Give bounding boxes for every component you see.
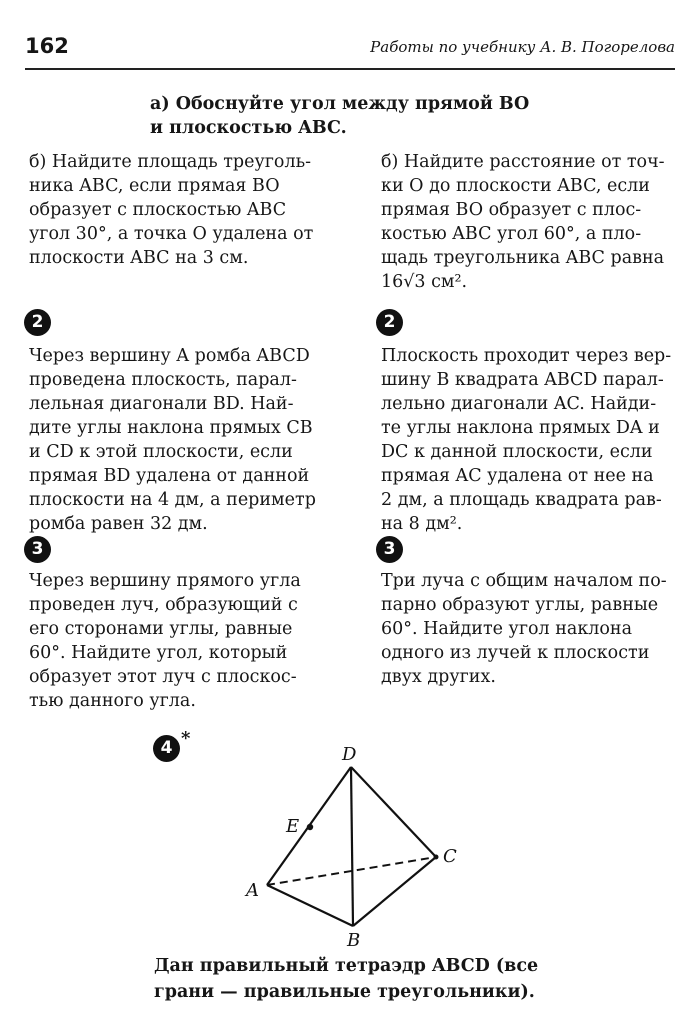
text-line: 16√3 см². (381, 272, 468, 292)
task-number-2-left: 2 (24, 309, 51, 336)
text-line: парно образуют углы, равные (381, 595, 659, 615)
page-number: 162 (25, 34, 69, 58)
edge-bc (353, 857, 436, 926)
running-title: Работы по учебнику А. В. Погорелова (370, 38, 675, 56)
text-line: а) Обоснуйте угол между прямой BO (150, 94, 530, 114)
star-mark: * (181, 728, 191, 749)
text-line: Через вершину прямого угла (29, 571, 301, 591)
text-line: угол 30°, а точка O удалена от (29, 224, 314, 244)
text-line: 2 дм, а площадь квадрата рав- (381, 490, 662, 510)
text-line: б) Найдите расстояние от точ- (381, 152, 665, 172)
text-line: прямая BD удалена от данной (29, 466, 310, 486)
text-line: грани — правильные треугольники). (154, 982, 535, 1002)
text-line: дите углы наклона прямых CB (29, 418, 313, 438)
text-line: прямая BO образует с плос- (381, 200, 642, 220)
label-c: C (443, 846, 457, 867)
edge-dc (351, 767, 436, 857)
text-line: двух других. (381, 667, 496, 687)
text-line: Плоскость проходит через вер- (381, 346, 672, 366)
task-number-3-right: 3 (376, 536, 403, 563)
text-line: шину B квадрата ABCD парал- (381, 370, 664, 390)
label-b: B (347, 930, 361, 951)
task-number-4: 4 (153, 735, 180, 762)
text-line: ромба равен 32 дм. (29, 514, 208, 534)
edge-db (351, 767, 353, 926)
text-line: на 8 дм². (381, 514, 463, 534)
text-line: образует с плоскостью ABC (29, 200, 287, 220)
text-line: его сторонами углы, равные (29, 619, 293, 639)
task-number-3-left: 3 (24, 536, 51, 563)
text-line: плоскости ABC на 3 см. (29, 248, 249, 268)
point-e (307, 824, 313, 830)
text-line: щадь треугольника ABC равна (381, 248, 665, 268)
text-line: б) Найдите площадь треуголь- (29, 152, 312, 172)
text-line: 60°. Найдите угол, который (29, 643, 288, 663)
label-d: D (342, 744, 357, 765)
text-line: ника ABC, если прямая BO (29, 176, 280, 196)
text-line: лельно диагонали AC. Найди- (381, 394, 657, 414)
text-line: одного из лучей к плоскости (381, 643, 650, 663)
text-line: DC к данной плоскости, если (381, 442, 653, 462)
text-line: Дан правильный тетраэдр ABCD (все (154, 956, 539, 976)
text-line: тью данного угла. (29, 691, 196, 711)
label-e: E (286, 816, 300, 837)
point-c (434, 855, 439, 860)
text-line: 60°. Найдите угол наклона (381, 619, 633, 639)
edge-ab (267, 885, 353, 926)
text-line: лельная диагонали BD. Най- (29, 394, 294, 414)
text-line: костью ABC угол 60°, а пло- (381, 224, 642, 244)
figure-caption (154, 953, 554, 1005)
text-line: проведен луч, образующий с (29, 595, 298, 615)
text-line: и CD к этой плоскости, если (29, 442, 293, 462)
text-line: и плоскостью ABC. (150, 118, 347, 138)
text-line: прямая AC удалена от нее на (381, 466, 654, 486)
text-line: проведена плоскость, парал- (29, 370, 297, 390)
text-line: Через вершину A ромба ABCD (29, 346, 310, 366)
text-line: Три луча с общим началом по- (381, 571, 667, 591)
text-line: ки O до плоскости ABC, если (381, 176, 650, 196)
label-a: A (246, 880, 259, 901)
text-line: образует этот луч с плоскос- (29, 667, 297, 687)
text-line: те углы наклона прямых DA и (381, 418, 660, 438)
task-number-2-right: 2 (376, 309, 403, 336)
text-line: плоскости на 4 дм, а периметр (29, 490, 316, 510)
